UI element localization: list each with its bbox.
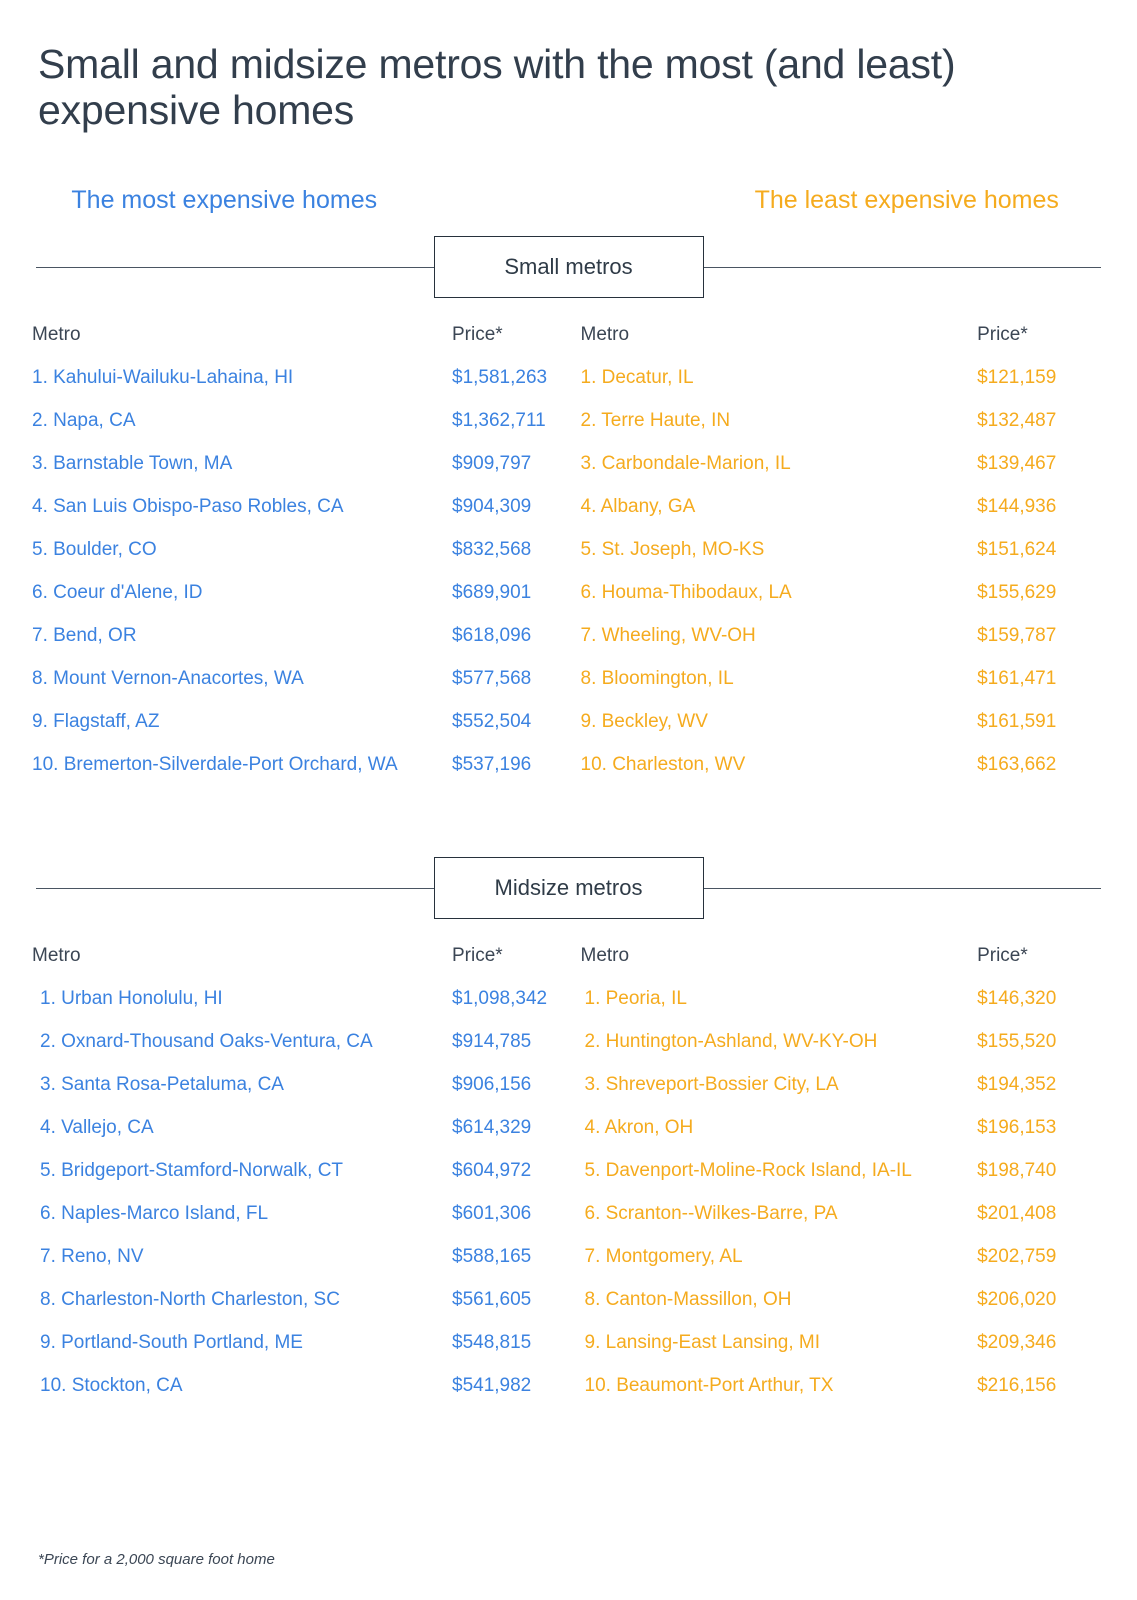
small-metros-least-expensive-table (581, 324, 1106, 797)
table-row (32, 410, 572, 453)
metro-price-cell: $541,982 (452, 1375, 532, 1397)
table-row (581, 1031, 1106, 1074)
metro-name-cell: 5. St. Joseph, MO-KS (580, 539, 765, 561)
metro-name-cell: 2. Terre Haute, IN (580, 410, 731, 432)
column-header-price: Price* (452, 324, 503, 346)
table-header-row (32, 945, 572, 988)
metro-name-cell: 3. Shreveport-Bossier City, LA (584, 1074, 839, 1096)
metro-price-cell: $151,624 (977, 539, 1057, 561)
table-row (581, 1332, 1106, 1375)
metro-price-cell: $1,362,711 (452, 410, 546, 432)
table-row (581, 1203, 1106, 1246)
table-body (581, 988, 1106, 1418)
table-body (581, 367, 1106, 797)
metro-price-cell: $601,306 (452, 1203, 532, 1225)
metro-price-cell: $161,471 (977, 668, 1057, 690)
table-row (32, 367, 572, 410)
table-row (581, 1246, 1106, 1289)
metro-name-cell: 4. Akron, OH (584, 1117, 694, 1139)
metro-name-cell: 5. Boulder, CO (32, 539, 157, 561)
metro-name-cell: 7. Bend, OR (32, 625, 137, 647)
metro-price-cell: $588,165 (452, 1246, 532, 1268)
metro-name-cell: 8. Charleston-North Charleston, SC (40, 1289, 340, 1311)
metro-price-cell: $561,605 (452, 1289, 532, 1311)
metro-price-cell: $194,352 (977, 1074, 1057, 1096)
table-row (32, 1203, 572, 1246)
table-row (32, 496, 572, 539)
table-row (581, 1289, 1106, 1332)
metro-name-cell: 6. Coeur d'Alene, ID (32, 582, 203, 604)
table-row (581, 367, 1106, 410)
metro-price-cell: $904,309 (452, 496, 532, 518)
table-body (32, 367, 572, 797)
metro-price-cell: $155,629 (977, 582, 1057, 604)
midsize-metros-most-expensive-panel (32, 945, 569, 1418)
metro-name-cell: 9. Beckley, WV (580, 711, 708, 733)
table-row (32, 1074, 572, 1117)
metro-name-cell: 1. Peoria, IL (584, 988, 687, 1010)
page-title: Small and midsize metros with the most (and least) expensive homes (38, 41, 956, 133)
metro-price-cell: $906,156 (452, 1074, 532, 1096)
metro-price-cell: $132,487 (977, 410, 1057, 432)
metro-name-cell: 2. Huntington-Ashland, WV-KY-OH (584, 1031, 878, 1053)
table-row (32, 539, 572, 582)
metro-price-cell: $139,467 (977, 453, 1057, 475)
metro-price-cell: $198,740 (977, 1160, 1057, 1182)
metro-price-cell: $548,815 (452, 1332, 532, 1354)
table-row (581, 539, 1106, 582)
metro-name-cell: 8. Mount Vernon-Anacortes, WA (32, 668, 304, 690)
table-body (32, 988, 572, 1418)
table-row (32, 1246, 572, 1289)
column-header-price: Price* (452, 945, 503, 967)
column-header-price: Price* (977, 324, 1028, 346)
metro-price-cell: $537,196 (452, 754, 532, 776)
table-row (581, 625, 1106, 668)
metro-name-cell: 7. Wheeling, WV-OH (580, 625, 756, 647)
metro-price-cell: $914,785 (452, 1031, 532, 1053)
column-header-price: Price* (977, 945, 1028, 967)
metro-price-cell: $163,662 (977, 754, 1057, 776)
table-row (32, 711, 572, 754)
metro-name-cell: 4. Albany, GA (580, 496, 696, 518)
table-row (32, 625, 572, 668)
small-metros-tables (32, 324, 1105, 797)
metro-name-cell: 2. Oxnard-Thousand Oaks-Ventura, CA (40, 1031, 373, 1053)
metro-name-cell: 8. Bloomington, IL (580, 668, 734, 690)
metro-name-cell: 8. Canton-Massillon, OH (584, 1289, 792, 1311)
metro-price-cell: $121,159 (977, 367, 1057, 389)
metro-price-cell: $202,759 (977, 1246, 1057, 1268)
metro-name-cell: 9. Portland-South Portland, ME (40, 1332, 303, 1354)
legend-most-expensive: The most expensive homes (71, 185, 378, 214)
table-row (32, 582, 572, 625)
metro-name-cell: 3. Santa Rosa-Petaluma, CA (40, 1074, 284, 1096)
metro-name-cell: 6. Naples-Marco Island, FL (40, 1203, 269, 1225)
metro-price-cell: $161,591 (977, 711, 1057, 733)
metro-name-cell: 6. Scranton--Wilkes-Barre, PA (584, 1203, 838, 1225)
metro-name-cell: 4. Vallejo, CA (40, 1117, 154, 1139)
metro-name-cell: 10. Beaumont-Port Arthur, TX (584, 1375, 834, 1397)
table-row (32, 453, 572, 496)
metro-name-cell: 5. Bridgeport-Stamford-Norwalk, CT (40, 1160, 344, 1182)
metro-price-cell: $216,156 (977, 1375, 1057, 1397)
metro-name-cell: 1. Kahului-Wailuku-Lahaina, HI (32, 367, 294, 389)
section-header-small-metros (32, 236, 1105, 298)
metro-price-cell: $146,320 (977, 988, 1057, 1010)
table-row (32, 1031, 572, 1074)
metro-price-cell: $155,520 (977, 1031, 1057, 1053)
metro-name-cell: 10. Stockton, CA (40, 1375, 183, 1397)
metro-name-cell: 3. Barnstable Town, MA (32, 453, 233, 475)
metro-price-cell: $577,568 (452, 668, 532, 690)
column-header-metro: Metro (32, 945, 81, 967)
midsize-metros-most-expensive-table (32, 945, 572, 1418)
table-row (581, 754, 1106, 797)
section-chip-midsize-metros: Midsize metros (434, 857, 704, 919)
metro-price-cell: $1,098,342 (452, 988, 548, 1010)
table-row (32, 1289, 572, 1332)
small-metros-most-expensive-table (32, 324, 572, 797)
metro-name-cell: 3. Carbondale-Marion, IL (580, 453, 791, 475)
metro-name-cell: 2. Napa, CA (32, 410, 136, 432)
metro-name-cell: 10. Charleston, WV (580, 754, 746, 776)
metro-price-cell: $159,787 (977, 625, 1057, 647)
table-header-row (32, 324, 572, 367)
metro-name-cell: 5. Davenport-Moline-Rock Island, IA-IL (584, 1160, 912, 1182)
legend (32, 182, 1105, 218)
section-header-midsize-metros (32, 857, 1105, 919)
table-row (581, 453, 1106, 496)
metro-name-cell: 9. Flagstaff, AZ (32, 711, 160, 733)
table-row (581, 668, 1106, 711)
metro-price-cell: $552,504 (452, 711, 532, 733)
metro-price-cell: $614,329 (452, 1117, 532, 1139)
table-header-row (581, 945, 1106, 988)
column-header-metro: Metro (32, 324, 81, 346)
table-row (581, 988, 1106, 1031)
metro-price-cell: $209,346 (977, 1332, 1057, 1354)
table-row (581, 410, 1106, 453)
metro-price-cell: $832,568 (452, 539, 532, 561)
metro-name-cell: 4. San Luis Obispo-Paso Robles, CA (32, 496, 344, 518)
midsize-metros-least-expensive-table (581, 945, 1106, 1418)
column-header-metro: Metro (580, 945, 630, 967)
midsize-metros-tables (32, 945, 1105, 1418)
metro-price-cell: $144,936 (977, 496, 1057, 518)
table-row (32, 1332, 572, 1375)
metro-name-cell: 1. Urban Honolulu, HI (40, 988, 223, 1010)
metro-name-cell: 7. Reno, NV (40, 1246, 144, 1268)
table-row (32, 1117, 572, 1160)
metro-price-cell: $689,901 (452, 582, 532, 604)
metro-name-cell: 6. Houma-Thibodaux, LA (580, 582, 792, 604)
small-metros-most-expensive-panel (32, 324, 569, 797)
section-chip-small-metros: Small metros (434, 236, 704, 298)
metro-name-cell: 9. Lansing-East Lansing, MI (584, 1332, 821, 1354)
table-row (32, 754, 572, 797)
table-row (581, 1375, 1106, 1418)
table-row (32, 988, 572, 1031)
metro-price-cell: $201,408 (977, 1203, 1057, 1225)
metro-name-cell: 7. Montgomery, AL (584, 1246, 743, 1268)
metro-price-cell: $206,020 (977, 1289, 1057, 1311)
metro-name-cell: 1. Decatur, IL (580, 367, 694, 389)
table-row (32, 1160, 572, 1203)
metro-price-cell: $618,096 (452, 625, 532, 647)
metro-price-cell: $196,153 (977, 1117, 1057, 1139)
table-row (32, 668, 572, 711)
metro-price-cell: $909,797 (452, 453, 532, 475)
metro-price-cell: $604,972 (452, 1160, 532, 1182)
table-row (581, 1160, 1106, 1203)
footnote: *Price for a 2,000 square foot home (38, 1551, 275, 1568)
table-row (581, 582, 1106, 625)
table-row (581, 1117, 1106, 1160)
table-row (581, 496, 1106, 539)
table-row (32, 1375, 572, 1418)
metro-name-cell: 10. Bremerton-Silverdale-Port Orchard, WA (32, 754, 398, 776)
table-row (581, 711, 1106, 754)
table-row (581, 1074, 1106, 1117)
column-header-metro: Metro (580, 324, 630, 346)
table-header-row (581, 324, 1106, 367)
legend-least-expensive: The least expensive homes (754, 185, 1059, 214)
metro-price-cell: $1,581,263 (452, 367, 548, 389)
midsize-metros-least-expensive-panel (569, 945, 1106, 1418)
small-metros-least-expensive-panel (569, 324, 1106, 797)
